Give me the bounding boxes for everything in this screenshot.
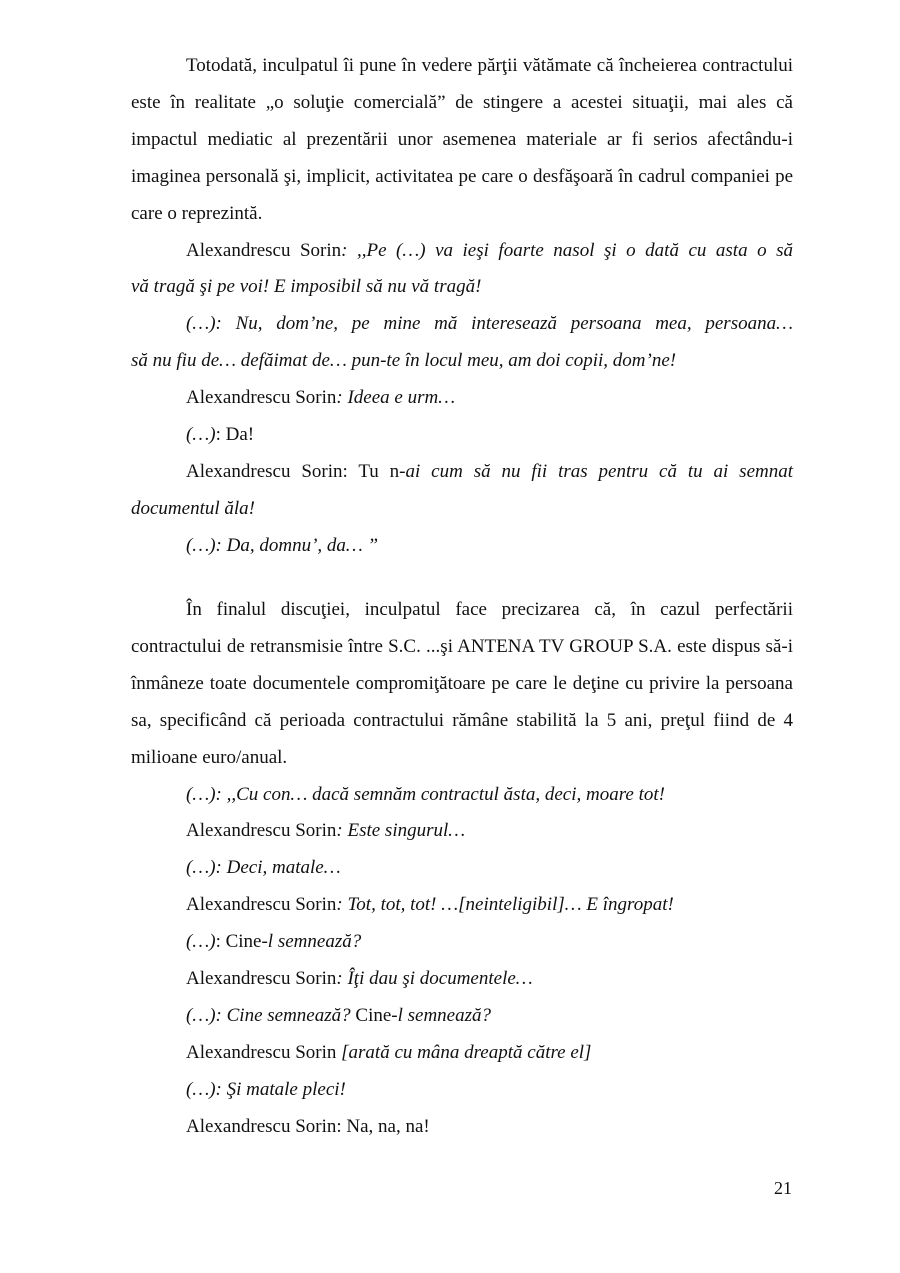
dialogue-text: (…): Deci, matale… xyxy=(186,857,341,879)
dialogue-text: să nu fiu de… defăimat de… pun-te în locul meu, am doi copii, dom’ne! xyxy=(131,350,677,372)
dialogue-text: -l semnează? xyxy=(261,931,362,953)
dialogue-plain-text: : Cine xyxy=(215,931,262,953)
speaker-placeholder: (…) xyxy=(186,931,216,953)
dialogue-line-2a xyxy=(131,306,793,343)
dialogue-line-e2 xyxy=(131,813,793,850)
speaker-name: Alexandrescu Sorin xyxy=(186,820,337,842)
dialogue-line-4 xyxy=(131,417,793,454)
dialogue-line-e1 xyxy=(131,777,793,814)
dialogue-line-e9 xyxy=(131,1072,793,1109)
speaker-placeholder: (…) xyxy=(186,424,216,446)
speaker-name: Alexandrescu Sorin xyxy=(186,894,337,916)
dialogue-line-5b xyxy=(131,491,793,528)
dialogue-text: documentul ăla! xyxy=(131,497,256,519)
stage-direction: [arată cu mâna dreaptă către el] xyxy=(341,1041,592,1063)
dialogue-line-6 xyxy=(131,528,793,565)
dialogue-text: (…): Cine semnează? xyxy=(186,1004,356,1026)
dialogue-line-e4 xyxy=(131,887,793,924)
paragraph-intro: Totodată, inculpatul îi pune în vedere părţii vătămate că încheierea contractului este în realitate „o soluţie comercială” de stingere a acestei situaţii, mai ales că impactul mediatic al prezentării unor asemenea materiale ar fi serios afectându-i imaginea personală şi, implicit, activitatea pe care o desfăşoară în cadrul companiei pe care o reprezintă. xyxy=(131,55,793,224)
dialogue-text: -ai cum să nu fii tras pentru că tu ai semnat xyxy=(399,460,794,482)
speaker-name: Alexandrescu Sorin: Na, na, na! xyxy=(186,1115,430,1137)
dialogue-text: : Îţi dau şi documentele… xyxy=(336,968,533,990)
dialogue-line-3 xyxy=(131,380,793,417)
dialogue-text: (…): Da, domnu’, da… ” xyxy=(186,534,379,556)
speaker-name: Alexandrescu Sorin xyxy=(186,1041,342,1063)
speaker-name: Alexandrescu Sorin: Tu n xyxy=(186,460,400,482)
dialogue-text: vă tragă şi pe voi! E imposibil să nu vă tragă! xyxy=(131,276,482,298)
dialogue-text: : Este singurul… xyxy=(336,820,466,842)
dialogue-line-1b xyxy=(131,269,793,306)
dialogue-line-e3 xyxy=(131,850,793,887)
speaker-name: Alexandrescu Sorin xyxy=(186,968,337,990)
dialogue-line-e10 xyxy=(131,1109,793,1146)
dialogue-text: : Tot, tot, tot! …[neinteligibil]… E îngropat! xyxy=(336,894,674,916)
dialogue-text: : ,,Pe (…) va ieşi foarte nasol şi o dată cu asta o să xyxy=(341,239,793,261)
page-number: 21 xyxy=(774,1178,792,1198)
dialogue-line-e7 xyxy=(131,998,793,1035)
dialogue-line-e8 xyxy=(131,1035,793,1072)
speaker-name: Alexandrescu Sorin xyxy=(186,239,342,261)
dialogue-line-e6 xyxy=(131,961,793,998)
dialogue-plain-text: Cine xyxy=(355,1004,392,1026)
dialogue-text: (…): ,,Cu con… dacă semnăm contractul ăsta, deci, moare tot! xyxy=(186,783,665,805)
dialogue-line-1a xyxy=(131,233,793,270)
dialogue-line-2b xyxy=(131,343,793,380)
dialogue-line-e5 xyxy=(131,924,793,961)
text-block-bottom xyxy=(131,592,793,1146)
paragraph-conclusion: În finalul discuţiei, inculpatul face precizarea că, în cazul perfectării contractului de retransmisie între S.C. ...şi ANTENA TV GROUP S.A. este dispus să-i înmâneze toate documentele compromiţătoare pe care le deţine cu privire la persoana sa, specificând că perioada contractului rămâne stabilită la 5 ani, preţul fiind de 4 milioane euro/anual. xyxy=(131,599,793,768)
dialogue-text: -l semnează? xyxy=(391,1004,492,1026)
dialogue-text: : Da! xyxy=(215,424,255,446)
speaker-name: Alexandrescu Sorin xyxy=(186,387,337,409)
dialogue-text: (…): Şi matale pleci! xyxy=(186,1078,346,1100)
text-block-top xyxy=(131,48,793,565)
dialogue-text: : Ideea e urm… xyxy=(336,387,456,409)
dialogue-line-5a xyxy=(131,454,793,491)
dialogue-text: (…): Nu, dom’ne, pe mine mă interesează persoana mea, persoana… xyxy=(186,313,793,335)
